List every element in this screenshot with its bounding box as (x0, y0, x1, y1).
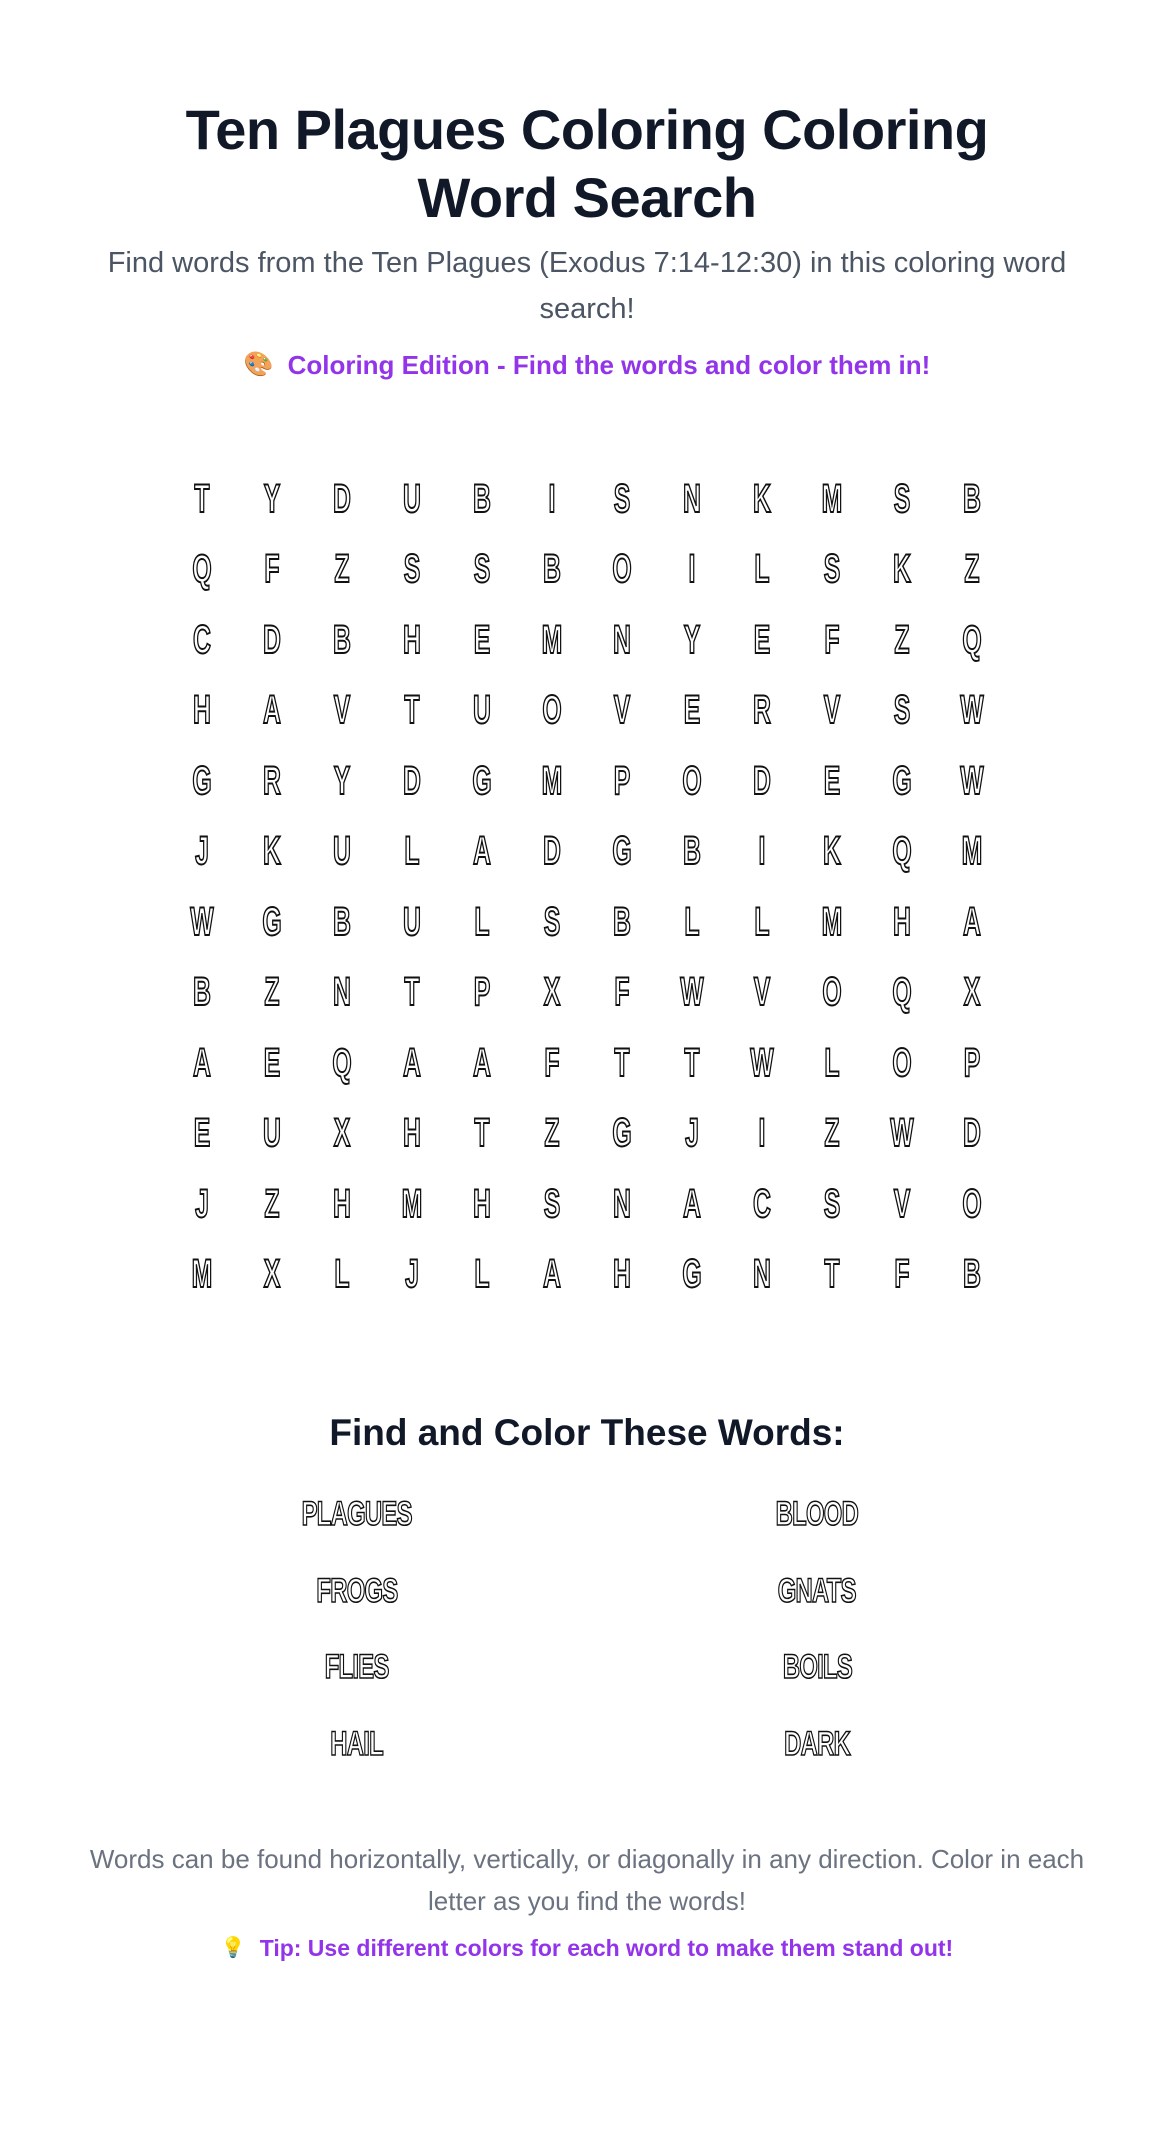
grid-cell[interactable]: O (892, 1040, 912, 1085)
edition-banner (0, 348, 1174, 382)
grid-cell[interactable]: U (263, 1111, 281, 1156)
grid-cell[interactable]: H (473, 1181, 491, 1226)
grid-cell[interactable]: B (683, 829, 701, 874)
grid-cell[interactable]: H (403, 1111, 421, 1156)
grid-cell[interactable]: M (541, 617, 563, 662)
word-label: DARK (784, 1724, 850, 1763)
word-label: BLOOD (775, 1495, 859, 1533)
grid-cell[interactable]: W (960, 758, 984, 803)
grid-cell[interactable]: J (195, 1181, 209, 1226)
grid-cell[interactable]: J (685, 1111, 699, 1156)
grid-cell[interactable]: A (543, 1252, 561, 1297)
grid-cell[interactable]: X (543, 970, 561, 1015)
grid-cell[interactable]: G (262, 899, 282, 944)
grid-cell[interactable]: A (403, 1040, 421, 1085)
grid-cell[interactable]: N (683, 476, 701, 521)
grid-cell[interactable]: N (753, 1252, 771, 1297)
grid-cell[interactable]: T (194, 476, 210, 521)
grid-cell[interactable]: B (963, 1252, 981, 1297)
grid-cell[interactable]: O (962, 1181, 982, 1226)
word-list-item (587, 1571, 1047, 1648)
grid-cell[interactable]: L (754, 899, 770, 944)
grid-cell[interactable]: X (963, 970, 981, 1015)
word-list-item (127, 1647, 587, 1724)
grid-cell[interactable]: I (758, 1111, 766, 1156)
grid-cell[interactable]: I (758, 829, 766, 874)
grid-cell[interactable]: B (193, 970, 211, 1015)
grid-cell[interactable]: C (193, 617, 211, 662)
grid-cell[interactable]: Z (334, 547, 350, 592)
grid-cell[interactable]: K (753, 476, 771, 521)
word-list-item (127, 1494, 587, 1571)
grid-cell[interactable]: M (401, 1181, 423, 1226)
grid-cell[interactable]: L (334, 1252, 350, 1297)
grid-cell[interactable]: Z (544, 1111, 560, 1156)
grid-cell[interactable]: L (684, 899, 700, 944)
page-subtitle: Find words from the Ten Plagues (Exodus 7:14-12:30) in this coloring word search! (107, 247, 1067, 325)
grid-cell[interactable]: D (543, 829, 561, 874)
grid-cell[interactable]: D (403, 758, 421, 803)
grid-cell[interactable]: J (195, 829, 209, 874)
grid-cell[interactable]: G (682, 1252, 702, 1297)
grid-cell[interactable]: A (263, 688, 281, 733)
grid-cell[interactable]: L (824, 1040, 840, 1085)
grid-cell[interactable]: V (333, 688, 351, 733)
grid-cell[interactable]: I (548, 476, 556, 521)
grid-cell[interactable]: T (824, 1252, 840, 1297)
word-list (127, 1494, 1047, 1800)
tip-banner (0, 1932, 1174, 1964)
grid-cell[interactable]: Z (964, 547, 980, 592)
grid-cell[interactable]: O (542, 688, 562, 733)
grid-cell[interactable]: S (823, 547, 841, 592)
grid-cell[interactable]: N (613, 1181, 631, 1226)
grid-cell[interactable]: M (541, 758, 563, 803)
word-label: BOILS (782, 1648, 852, 1686)
grid-cell[interactable]: H (333, 1181, 351, 1226)
letter-grid (167, 464, 1007, 1310)
tip-text: Tip: Use different colors for each word to make them stand out! (259, 1935, 954, 1961)
grid-cell[interactable]: Z (264, 970, 280, 1015)
grid-cell[interactable]: A (963, 899, 981, 944)
grid-cell[interactable]: Y (333, 758, 351, 803)
grid-cell[interactable]: W (960, 688, 984, 733)
grid-cell[interactable]: T (404, 688, 420, 733)
palette-icon: 🎨 (243, 351, 274, 378)
grid-cell[interactable]: N (613, 617, 631, 662)
grid-cell[interactable]: Y (263, 476, 281, 521)
grid-cell[interactable]: G (472, 758, 492, 803)
grid-cell[interactable]: E (263, 1040, 281, 1085)
word-label: PLAGUES (301, 1495, 413, 1533)
grid-cell[interactable]: P (613, 758, 631, 803)
grid-cell[interactable]: T (684, 1040, 700, 1085)
grid-cell[interactable]: R (753, 688, 771, 733)
edition-text: Coloring Edition - Find the words and color them in! (287, 350, 931, 380)
grid-cell[interactable]: M (191, 1252, 213, 1297)
grid-cell[interactable]: Z (264, 1181, 280, 1226)
grid-cell[interactable]: F (894, 1252, 910, 1297)
grid-cell[interactable]: G (612, 1111, 632, 1156)
grid-cell[interactable]: J (405, 1252, 419, 1297)
grid-cell[interactable]: B (543, 547, 561, 592)
page-title: Ten Plagues Coloring Coloring Word Search (185, 98, 989, 229)
grid-cell[interactable]: T (404, 970, 420, 1015)
grid-cell[interactable]: Y (683, 617, 701, 662)
grid-cell[interactable]: T (474, 1111, 490, 1156)
grid-cell[interactable]: E (473, 617, 491, 662)
grid-cell[interactable]: S (403, 547, 421, 592)
grid-cell[interactable]: Q (332, 1040, 352, 1085)
grid-cell[interactable]: B (333, 899, 351, 944)
grid-cell[interactable]: L (754, 547, 770, 592)
grid-cell[interactable]: B (963, 476, 981, 521)
grid-cell[interactable]: I (688, 547, 696, 592)
grid-cell[interactable]: S (893, 688, 911, 733)
grid-cell[interactable]: Q (192, 547, 212, 592)
grid-cell[interactable]: H (403, 617, 421, 662)
grid-cell[interactable]: W (190, 899, 214, 944)
grid-cell[interactable]: S (473, 547, 491, 592)
grid-cell[interactable]: Z (894, 617, 910, 662)
word-label: GNATS (777, 1571, 857, 1610)
grid-cell[interactable]: D (333, 476, 351, 521)
word-list-item (127, 1724, 587, 1801)
grid-cell[interactable]: S (823, 1181, 841, 1226)
grid-cell[interactable]: V (893, 1181, 911, 1226)
grid-cell[interactable]: H (193, 688, 211, 733)
grid-cell[interactable]: O (682, 758, 702, 803)
word-list-item (587, 1724, 1047, 1801)
grid-cell[interactable]: P (473, 970, 491, 1015)
grid-cell[interactable]: M (821, 899, 843, 944)
grid-cell[interactable]: D (263, 617, 281, 662)
grid-cell[interactable]: M (821, 476, 843, 521)
grid-cell[interactable]: R (263, 758, 281, 803)
grid-cell[interactable]: K (823, 829, 841, 874)
grid-cell[interactable]: O (822, 970, 842, 1015)
word-list-item (587, 1494, 1047, 1571)
grid-cell[interactable]: P (963, 1040, 981, 1085)
grid-cell[interactable]: G (892, 758, 912, 803)
grid-cell[interactable]: W (890, 1111, 914, 1156)
grid-cell[interactable]: A (193, 1040, 211, 1085)
grid-cell[interactable]: X (333, 1111, 351, 1156)
grid-cell[interactable]: B (333, 617, 351, 662)
grid-cell[interactable]: V (613, 688, 631, 733)
grid-cell[interactable]: E (753, 617, 771, 662)
grid-cell[interactable]: S (613, 476, 631, 521)
grid-cell[interactable]: T (614, 1040, 630, 1085)
grid-cell[interactable]: L (474, 899, 490, 944)
grid-cell[interactable]: H (613, 1252, 631, 1297)
grid-cell[interactable]: L (404, 829, 420, 874)
grid-cell[interactable]: W (750, 1040, 774, 1085)
lightbulb-icon: 💡 (220, 1937, 246, 1959)
word-list-heading: Find and Color These Words: (329, 1412, 845, 1453)
grid-cell[interactable]: X (263, 1252, 281, 1297)
word-search-page (0, 96, 1174, 1964)
grid-cell[interactable]: K (893, 547, 911, 592)
grid-cell[interactable]: G (612, 829, 632, 874)
word-label: FROGS (316, 1571, 398, 1610)
grid-cell[interactable]: D (963, 1111, 981, 1156)
grid-cell[interactable]: E (193, 1111, 211, 1156)
grid-cell[interactable]: F (264, 547, 280, 592)
grid-cell[interactable]: A (473, 1040, 491, 1085)
grid-cell[interactable]: U (403, 476, 421, 521)
grid-cell[interactable]: S (543, 1181, 561, 1226)
grid-cell[interactable]: Q (892, 829, 912, 874)
grid-cell[interactable]: V (823, 688, 841, 733)
grid-cell[interactable]: F (824, 617, 840, 662)
grid-cell[interactable]: E (683, 688, 701, 733)
grid-cell[interactable]: B (473, 476, 491, 521)
grid-cell[interactable]: U (403, 899, 421, 944)
grid-cell[interactable]: F (614, 970, 630, 1015)
grid-cell[interactable]: E (823, 758, 841, 803)
grid-cell[interactable]: C (753, 1181, 771, 1226)
word-list-item (587, 1647, 1047, 1724)
instructions-text: Words can be found horizontally, vertically, or diagonally in any direction. Color in each letter as you find the words! (89, 1844, 1085, 1916)
grid-cell[interactable]: H (893, 899, 911, 944)
grid-cell[interactable]: Q (962, 617, 982, 662)
word-label: FLIES (325, 1648, 389, 1686)
grid-cell[interactable]: K (263, 829, 281, 874)
grid-cell[interactable]: Z (824, 1111, 840, 1156)
grid-cell[interactable]: U (473, 688, 491, 733)
word-list-item (127, 1571, 587, 1648)
grid-cell[interactable]: V (753, 970, 771, 1015)
grid-cell[interactable]: S (543, 899, 561, 944)
grid-cell[interactable]: L (474, 1252, 490, 1297)
grid-cell[interactable]: U (333, 829, 351, 874)
grid-cell[interactable]: A (683, 1181, 701, 1226)
grid-cell[interactable]: M (961, 829, 983, 874)
grid-cell[interactable]: Q (892, 970, 912, 1015)
grid-cell[interactable]: A (473, 829, 491, 874)
grid-cell[interactable]: D (753, 758, 771, 803)
grid-cell[interactable]: B (613, 899, 631, 944)
grid-cell[interactable]: N (333, 970, 351, 1015)
grid-cell[interactable]: S (893, 476, 911, 521)
grid-cell[interactable]: F (544, 1040, 560, 1085)
grid-cell[interactable]: W (680, 970, 704, 1015)
grid-cell[interactable]: O (612, 547, 632, 592)
word-label: HAIL (330, 1724, 384, 1763)
grid-cell[interactable]: G (192, 758, 212, 803)
